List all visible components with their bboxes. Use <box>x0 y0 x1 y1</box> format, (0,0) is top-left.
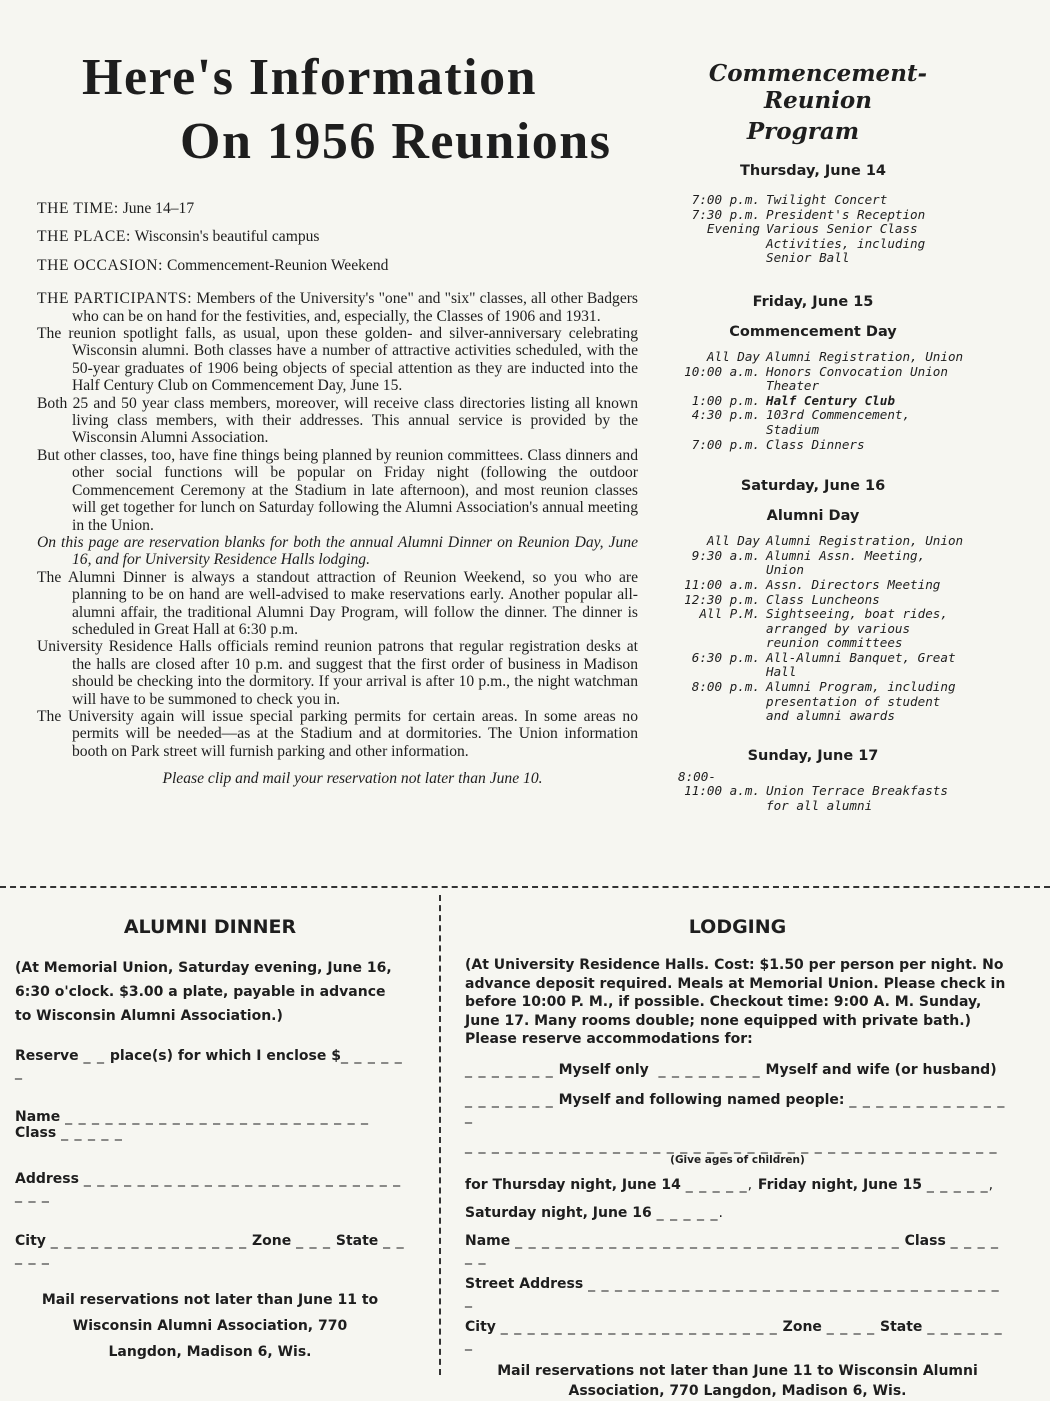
schedule-row <box>668 651 968 680</box>
fact-label: THE TIME: <box>37 200 119 217</box>
article-paragraph: University Residence Halls officials remind reunion patrons that regular registration desks at the halls are closed after 10 p.m. and suggest that the first order of business in Madison should be checking into the dormitory. If your arrival is after 10 p.m., the night watchman will have to be summoned to check you in. <box>37 638 638 708</box>
street-label: Street Address <box>465 1276 584 1292</box>
event-name: Class Dinners <box>766 436 865 452</box>
lodging-mail-instructions: Mail reservations not later than June 11 to Wisconsin Alumni Association, 770 Langdon, Madison 6, Wis. <box>497 1363 978 1399</box>
fact-value: June 14–17 <box>122 200 195 217</box>
saturday-heading: Saturday, June 16 <box>740 478 886 495</box>
event-name: Twilight Concert <box>766 192 888 207</box>
event-name: 103rd Commencement, Stadium <box>766 407 911 437</box>
event-name: Alumni Assn. Meeting, Union <box>766 547 926 578</box>
myself-wife-field[interactable]: _ _ _ _ _ _ _ _ <box>658 1062 761 1078</box>
schedule-row <box>668 607 968 651</box>
event-time: Evening <box>706 221 760 237</box>
schedule-row <box>668 549 968 578</box>
event-name: Alumni Registration, Union <box>766 533 964 549</box>
schedule-row <box>668 593 968 608</box>
dinner-mail-instructions <box>15 1287 405 1365</box>
zone-field[interactable]: _ _ _ <box>296 1233 331 1249</box>
fact-occasion <box>37 257 638 274</box>
article-paragraph: The University again will issue special parking permits for certain areas. In some areas no permits will be needed—as at the Stadium and at dormitories. The Union information booth on Park street will furnish parking and other information. <box>37 707 638 760</box>
state-label: State <box>880 1319 923 1335</box>
schedule-row <box>668 193 968 208</box>
lodging-form-heading: LODGING <box>688 916 787 938</box>
event-name: President's Reception <box>766 206 926 222</box>
article-paragraph: Both 25 and 50 year class members, moreover, will receive class directories listing all known living class members, with their addresses. This annual service is provided by the Wisconsin Alumni Association. <box>37 394 638 447</box>
ages-note: (Give ages of children) <box>670 1154 805 1166</box>
event-time: 11:00 a.m. <box>684 783 760 799</box>
event-time: 10:00 a.m. <box>684 363 760 379</box>
program-schedule <box>668 60 968 814</box>
schedule-row <box>668 680 968 724</box>
friday-subheading: Commencement Day <box>729 323 897 340</box>
reserve-row <box>15 1048 405 1080</box>
schedule-row <box>668 394 968 409</box>
sunday-heading: Sunday, June 17 <box>747 747 879 764</box>
saturday-night-field[interactable]: _ _ _ _ _. <box>656 1205 724 1221</box>
event-name: Union Terrace Breakfasts for all alumni <box>766 783 948 814</box>
nights-row-2 <box>465 1205 1010 1221</box>
event-time: 7:00 p.m. <box>691 436 760 452</box>
event-name: Assn. Directors Meeting <box>766 576 941 592</box>
myself-following-label: Myself and following named people: <box>558 1092 845 1108</box>
event-time: 12:30 p.m. <box>684 591 760 607</box>
state-label: State <box>335 1233 379 1249</box>
event-time: 4:30 p.m. <box>691 407 760 423</box>
event-time: All Day <box>706 533 760 549</box>
city-label: City <box>15 1233 46 1249</box>
participants-text: Members of the University's "one" and "six" classes, all other Badgers who can be on hand for the festivities, and, especially, the Classes of 1906 and 1931. <box>72 290 639 325</box>
saturday-subheading: Alumni Day <box>766 508 860 525</box>
event-name: Sightseeing, boat rides, arranged by various reunion committees <box>766 606 948 651</box>
class-label: Class <box>904 1233 946 1249</box>
amount-field[interactable]: _ _ _ _ _ _ <box>15 1048 403 1080</box>
schedule-row <box>668 578 968 593</box>
class-field[interactable]: _ _ _ _ _ <box>61 1125 123 1141</box>
places-field[interactable]: _ _ <box>83 1048 105 1064</box>
dinner-address-row <box>15 1171 405 1203</box>
class-label: Class <box>15 1125 57 1141</box>
saturday-events <box>668 534 968 724</box>
alumni-dinner-form <box>15 916 405 1365</box>
event-time: 8:00 p.m. <box>691 679 760 695</box>
myself-only-label: Myself only <box>558 1062 649 1078</box>
fact-label: THE OCCASION: <box>37 256 164 274</box>
program-title-line-2: Program <box>746 118 860 145</box>
article-paragraph: But other classes, too, have fine things being planned by reunion committees. Class dinners and other social functions will be popular on Friday night (following the outdoor Commencement Ceremony at the Stadium in late afternoon), and most reunion classes will get together for lunch on Saturday following the Alumni Association's annual meeting in the Union. <box>37 446 638 534</box>
thursday-night-label: for Thursday night, June 14 <box>465 1177 681 1193</box>
schedule-row <box>668 438 968 453</box>
event-name: Honors Convocation Union Theater <box>766 363 948 394</box>
article-paragraph: The Alumni Dinner is always a standout attraction of Reunion Weekend, so you who are planning to be on hand are well-advised to make reservations early. Another popular all-alumni affair, the traditional Alumni Day Program, will follow the dinner. The dinner is scheduled in Great Hall at 6:30 p.m. <box>37 568 638 638</box>
fact-label: THE PLACE: <box>37 228 131 246</box>
thursday-events <box>668 193 968 266</box>
fact-time <box>37 200 638 217</box>
street-field[interactable]: _ _ _ _ _ _ _ _ _ _ _ _ _ _ _ _ _ _ _ _ _ _ _ _ _ _ _ _ _ _ _ _ <box>465 1276 1000 1308</box>
event-name: Alumni Program, including presentation of student and alumni awards <box>766 679 956 724</box>
thursday-heading: Thursday, June 14 <box>739 163 887 179</box>
name-field[interactable]: _ _ _ _ _ _ _ _ _ _ _ _ _ _ _ _ _ _ _ _ _ _ _ _ _ _ _ _ _ <box>515 1233 900 1249</box>
address-label: Address <box>15 1171 79 1187</box>
lodging-city-row <box>465 1319 1010 1351</box>
reserve-label: Reserve <box>15 1048 79 1064</box>
myself-only-field[interactable]: _ _ _ _ _ _ _ <box>465 1062 554 1078</box>
city-field[interactable]: _ _ _ _ _ _ _ _ _ _ _ _ _ _ _ _ _ _ _ _ _ <box>500 1319 778 1335</box>
event-name: Various Senior Class Activities, including Senior Ball <box>766 221 926 266</box>
thursday-night-field[interactable]: _ _ _ _ _, <box>685 1177 754 1193</box>
event-time: 9:30 a.m. <box>691 547 760 563</box>
event-time: 7:00 p.m. <box>691 192 760 207</box>
myself-wife-label: Myself and wife (or husband) <box>765 1062 997 1078</box>
lodging-street-row <box>465 1276 1010 1308</box>
myself-options-row <box>465 1062 1010 1078</box>
article-paragraph-italic: On this page are reservation blanks for both the annual Alumni Dinner on Reunion Day, June 16, and for University Residence Halls lodging. <box>37 533 638 569</box>
event-time: All Day <box>706 348 760 364</box>
program-title-line-1: Commencement-Reunion <box>708 60 928 114</box>
event-time: 7:30 p.m. <box>691 206 760 222</box>
fact-place <box>37 228 638 245</box>
friday-night-label: Friday night, June 15 <box>757 1177 922 1193</box>
schedule-row <box>668 350 968 365</box>
dinner-form-heading: ALUMNI DINNER <box>123 916 297 938</box>
please-reserve-label: Please reserve accommodations for: <box>465 1031 753 1047</box>
city-label: City <box>465 1319 496 1335</box>
event-name: Alumni Registration, Union <box>766 348 964 364</box>
state-field[interactable]: _ _ _ _ _ <box>15 1233 405 1265</box>
event-time: 8:00- <box>678 768 716 784</box>
city-field[interactable]: _ _ _ _ _ _ _ _ _ _ _ _ _ _ _ <box>50 1233 248 1249</box>
lodging-name-row <box>465 1233 1010 1265</box>
zone-field[interactable]: _ _ _ _ <box>826 1319 876 1335</box>
friday-night-field[interactable]: _ _ _ _ _, <box>926 1177 995 1193</box>
class-field[interactable]: _ _ _ _ _ _ <box>465 1233 1000 1265</box>
clip-line-vertical <box>439 895 441 1375</box>
fact-value: Commencement-Reunion Weekend <box>166 256 389 274</box>
page-title-line-1: Here's Information <box>82 49 537 106</box>
event-name: Half Century Club <box>766 392 895 408</box>
schedule-row <box>668 770 968 785</box>
name-field[interactable]: _ _ _ _ _ _ _ _ _ _ _ _ _ _ _ _ _ _ _ _ _ _ _ <box>65 1109 370 1125</box>
participants-label: THE PARTICIPANTS: <box>37 290 193 308</box>
saturday-night-label: Saturday night, June 16 <box>465 1205 652 1221</box>
people-field[interactable]: _ _ _ _ _ _ _ _ _ _ _ _ _ <box>465 1092 1006 1124</box>
fact-value: Wisconsin's beautiful campus <box>134 228 320 246</box>
schedule-row <box>668 222 968 266</box>
event-time: 6:30 p.m. <box>691 649 760 665</box>
friday-heading: Friday, June 15 <box>752 293 874 310</box>
event-time: 1:00 p.m. <box>691 392 760 408</box>
sunday-events <box>668 770 968 814</box>
zone-label: Zone <box>251 1233 292 1249</box>
event-time: 11:00 a.m. <box>684 576 760 592</box>
friday-events <box>668 350 968 452</box>
schedule-row <box>668 784 968 813</box>
event-name <box>776 770 968 785</box>
myself-following-row <box>465 1092 1010 1124</box>
zone-label: Zone <box>782 1319 822 1335</box>
schedule-row <box>668 208 968 223</box>
dinner-city-row <box>15 1233 405 1265</box>
schedule-row <box>668 365 968 394</box>
dinner-name-row <box>15 1109 405 1141</box>
reserve-enclose-label: place(s) for which I enclose $ <box>109 1048 341 1064</box>
name-label: Name <box>465 1233 511 1249</box>
lodging-form-intro: (At University Residence Halls. Cost: $1.50 per person per night. No advance deposit required. Meals at Memorial Union. Please check in before 10:00 P. M., if possible. Checkout time: 9:00 A. M. Sunday, June 17. Many rooms double; none equipped with private bath.) <box>465 957 1006 1029</box>
state-field[interactable]: _ _ _ _ _ _ _ <box>465 1319 1003 1351</box>
page-title-line-2: On 1956 Reunions <box>180 113 612 170</box>
nights-row-1 <box>465 1177 1010 1193</box>
lodging-form <box>465 916 1010 1401</box>
event-name: All-Alumni Banquet, Great Hall <box>766 649 956 680</box>
event-name: Class Luncheons <box>766 591 880 607</box>
mail-line: Mail reservations not later than June 11 to <box>41 1292 379 1308</box>
schedule-row <box>668 534 968 549</box>
clip-line-horizontal <box>0 886 1050 888</box>
schedule-row <box>668 408 968 437</box>
event-time: All P.M. <box>699 606 760 622</box>
myself-following-field[interactable]: _ _ _ _ _ _ _ <box>465 1092 554 1108</box>
article-paragraph: The reunion spotlight falls, as usual, upon these golden- and silver-anniversary celebrating Wisconsin alumni. Both classes have a number of attractive activities scheduled, with the 50-year graduates of 1906 being objects of special attention as they are inducted into the Half Century Club on Commencement Day, June 15. <box>37 325 638 395</box>
mail-line: Langdon, Madison 6, Wis. <box>108 1344 312 1360</box>
closing-note: Please clip and mail your reservation not later than June 10. <box>162 770 543 788</box>
people-field-continued[interactable]: _ _ _ _ _ _ _ _ _ _ _ _ _ _ _ _ _ _ _ _ _ _ _ _ _ _ _ _ _ _ _ _ _ _ _ _ _ _ _ _ <box>465 1138 998 1154</box>
participants-paragraph <box>37 290 638 325</box>
article <box>37 200 638 788</box>
mail-line: Wisconsin Alumni Association, 770 <box>72 1318 348 1334</box>
dinner-form-intro: (At Memorial Union, Saturday evening, June 16, 6:30 o'clock. $3.00 a plate, payable in advance to Wisconsin Alumni Association.) <box>15 960 392 1024</box>
name-label: Name <box>15 1109 61 1125</box>
address-field[interactable]: _ _ _ _ _ _ _ _ _ _ _ _ _ _ _ _ _ _ _ _ _ _ _ _ _ _ _ <box>15 1171 402 1203</box>
